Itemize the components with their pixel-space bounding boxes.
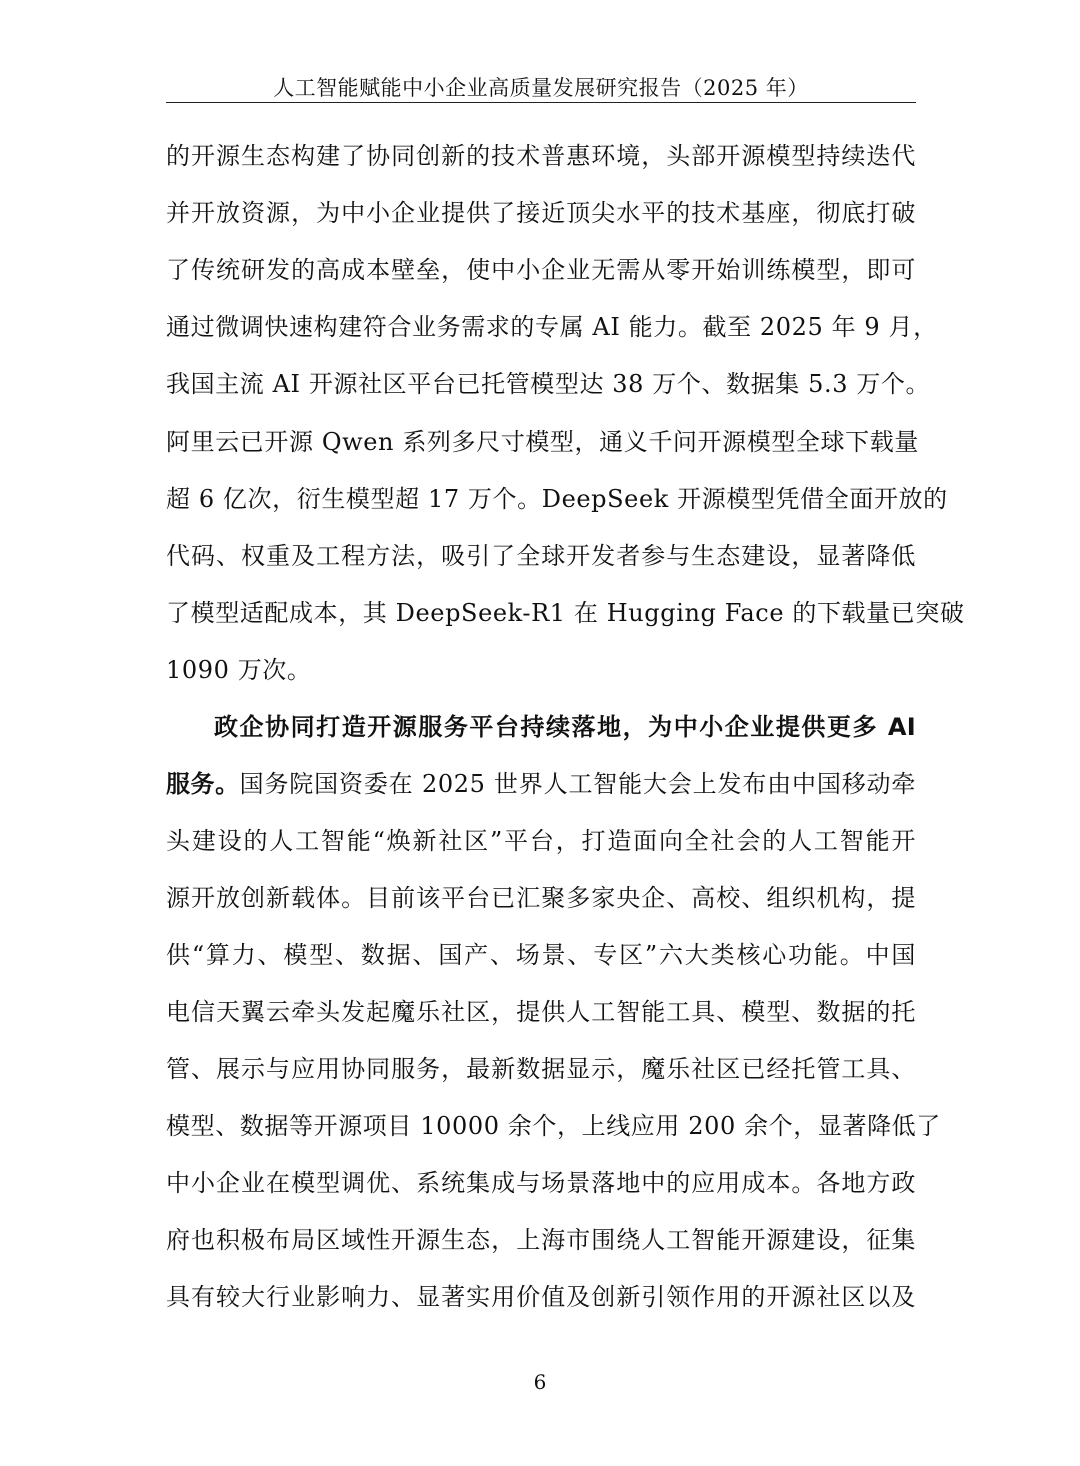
body-line: 并开放资源，为中小企业提供了接近顶尖水平的技术基座，彻底打破 (166, 199, 916, 227)
body-line: 模型、数据等开源项目 10000 余个，上线应用 200 余个，显著降低了 (166, 1112, 941, 1140)
body-line: 代码、权重及工程方法，吸引了全球开发者参与生态建设，显著降低 (166, 542, 916, 570)
body-line: 中小企业在模型调优、系统集成与场景落地中的应用成本。各地方政 (166, 1169, 916, 1197)
running-header: 人工智能赋能中小企业高质量发展研究报告（2025 年） (273, 76, 809, 100)
body-line: 我国主流 AI 开源社区平台已托管模型达 38 万个、数据集 5.3 万个。 (166, 370, 931, 398)
body-line: 电信天翼云牵头发起魔乐社区，提供人工智能工具、模型、数据的托 (166, 998, 916, 1026)
body-line: 具有较大行业影响力、显著实用价值及创新引领作用的开源社区以及 (166, 1283, 916, 1311)
body-line: 1090 万次。 (166, 656, 312, 684)
page-number: 6 (533, 1370, 547, 1394)
body-line: 了模型适配成本，其 DeepSeek-R1 在 Hugging Face 的下载量已突破 (166, 599, 965, 627)
paragraph-heading-end: 服务。 (166, 770, 240, 798)
paragraph-heading: 政企协同打造开源服务平台持续落地，为中小企业提供更多 AI (214, 713, 916, 741)
body-line: 管、展示与应用协同服务，最新数据显示，魔乐社区已经托管工具、 (166, 1055, 916, 1083)
body-line: 了传统研发的高成本壁垒，使中小企业无需从零开始训练模型，即可 (166, 256, 916, 284)
body-line: 府也积极布局区域性开源生态，上海市围绕人工智能开源建设，征集 (166, 1226, 916, 1254)
body-line: 的开源生态构建了协同创新的技术普惠环境，头部开源模型持续迭代 (166, 142, 916, 170)
body-line: 供“算力、模型、数据、国产、场景、专区”六大类核心功能。中国 (166, 941, 916, 969)
body-line: 超 6 亿次，衍生模型超 17 万个。DeepSeek 开源模型凭借全面开放的 (166, 485, 948, 513)
body-text: 国务院国资委在 2025 世界人工智能大会上发布由中国移动牵 (239, 770, 916, 798)
body-line: 阿里云已开源 Qwen 系列多尺寸模型，通义千问开源模型全球下载量 (166, 428, 919, 456)
header-rule (166, 102, 916, 103)
body-line: 头建设的人工智能“焕新社区”平台，打造面向全社会的人工智能开 (166, 827, 916, 855)
body-line: 源开放创新载体。目前该平台已汇聚多家央企、高校、组织机构，提 (166, 884, 916, 912)
body-line (166, 764, 916, 804)
body-line: 通过微调快速构建符合业务需求的专属 AI 能力。截至 2025 年 9 月， (166, 313, 938, 341)
